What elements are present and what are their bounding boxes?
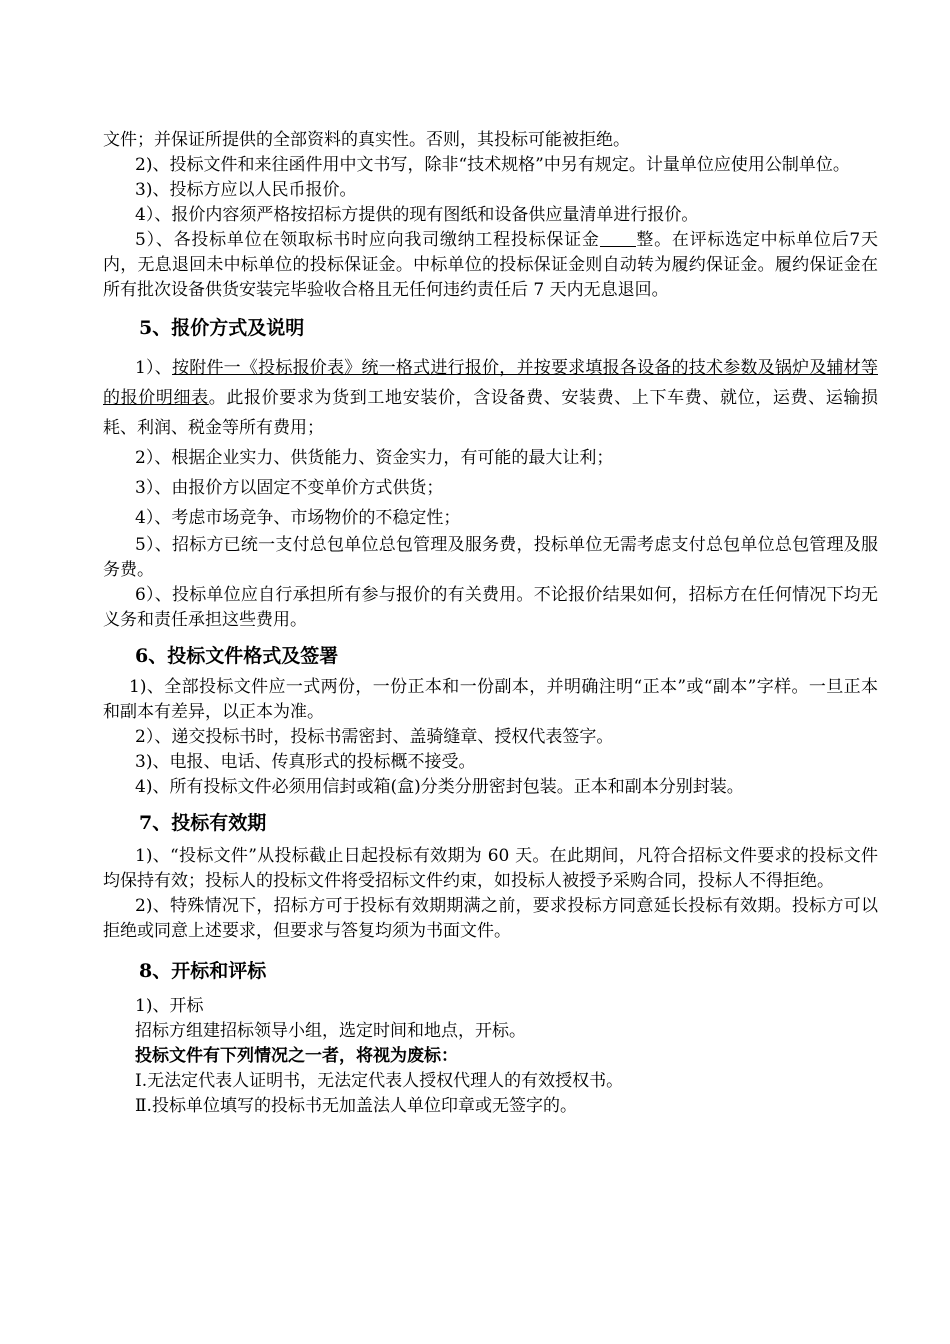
paragraph-6-2: 2）、递交投标书时，投标书需密封、盖骑缝章、授权代表签字。 [135, 727, 614, 747]
amount-blank [600, 229, 636, 247]
section-8-heading: 8、开标和评标 [139, 960, 267, 982]
paragraph-5-6: 6）、投标单位应自行承担所有参与报价的有关费用。不论报价结果如何，招标方在任何情况下均无义务和责任承担这些费用。 [103, 585, 878, 630]
paragraph-4-5-end: 整。在评标选定中标单位后7天内，无息退回未中标单位的投标保证金。中标单位的投标保证金则自动转为履约保证金。履约保证金在所有批次设备供货安装完毕验收合格且无任何违约责任后 7 天内无息退回。 [103, 230, 878, 300]
invalid-bid-item-2: Ⅱ.投标单位填写的投标书无加盖法人单位印章或无签字的。 [135, 1096, 577, 1116]
section-7-heading: 7、投标有效期 [139, 812, 267, 834]
paragraph-7-2: 2)、特殊情况下，招标方可于投标有效期期满之前，要求投标方同意延长投标有效期。投标方可以拒绝或同意上述要求，但要求与答复均须为书面文件。 [103, 896, 878, 941]
paragraph-7-1: 1)、“投标文件”从投标截止日起投标有效期为 60 天。在此期间，凡符合招标文件要求的投标文件均保持有效；投标人的投标文件将受招标文件约束，如投标人被授予采购合同，投标人不得拒绝。 [103, 846, 878, 891]
paragraph-4-5 [103, 228, 878, 303]
paragraph-5-3: 3）、由报价方以固定不变单价方式供货； [135, 478, 444, 498]
paragraph-4-3: 3)、投标方应以人民币报价。 [135, 180, 357, 200]
paragraph-6-3: 3)、电报、电话、传真形式的投标概不接受。 [135, 752, 476, 772]
paragraph-continuation: 文件；并保证所提供的全部资料的真实性。否则，其投标可能被拒绝。 [103, 130, 630, 150]
paragraph-6-4: 4)、所有投标文件必须用信封或箱(盒)分类分册密封包装。正本和副本分别封装。 [135, 777, 744, 797]
invalid-bid-heading: 投标文件有下列情况之一者，将视为废标： [135, 1046, 458, 1066]
paragraph-4-2: 2)、投标文件和来往函件用中文书写，除非“技术规格”中另有规定。计量单位应使用公制单位。 [135, 155, 850, 175]
paragraph-5-2: 2）、根据企业实力、供货能力、资金实力，有可能的最大让利； [135, 448, 614, 468]
paragraph-8-1: 1)、开标 [135, 996, 204, 1016]
paragraph-8-2: 招标方组建招标领导小组，选定时间和地点，开标。 [135, 1021, 526, 1041]
paragraph-4-4: 4）、报价内容须严格按招标方提供的现有图纸和设备供应量清单进行报价。 [135, 205, 699, 225]
invalid-bid-item-1: Ⅰ.无法定代表人证明书，无法定代表人授权代理人的有效授权书。 [135, 1071, 624, 1091]
paragraph-5-1-rest: 。此报价要求为货到工地安装价，含设备费、安装费、上下车费、就位，运费、运输损耗、利润、税金等所有费用； [103, 388, 879, 438]
section-5-heading: 5、报价方式及说明 [139, 317, 305, 339]
paragraph-5-4: 4）、考虑市场竞争、市场物价的不稳定性； [135, 508, 461, 528]
paragraph-4-5-start: 5）、各投标单位在领取标书时应向我司缴纳工程投标保证金 [135, 230, 600, 250]
paragraph-5-5: 5）、招标方已统一支付总包单位总包管理及服务费，投标单位无需考虑支付总包单位总包管理及服务费。 [103, 535, 878, 580]
document-page [103, 128, 878, 1119]
paragraph-5-1-prefix: 1）、 [135, 358, 172, 378]
paragraph-5-1-underlined: 按附件一《投标报价表》统一格式进行报价，并按要求填报各设备的技术参数及锅炉及辅材等的报价明细表 [103, 358, 878, 408]
paragraph-5-1 [103, 353, 878, 443]
paragraph-6-1: 1)、全部投标文件应一式两份，一份正本和一份副本，并明确注明“正本”或“副本”字样。一旦正本和副本有差异，以正本为准。 [103, 677, 878, 722]
section-6-heading: 6、投标文件格式及签署 [135, 645, 339, 667]
